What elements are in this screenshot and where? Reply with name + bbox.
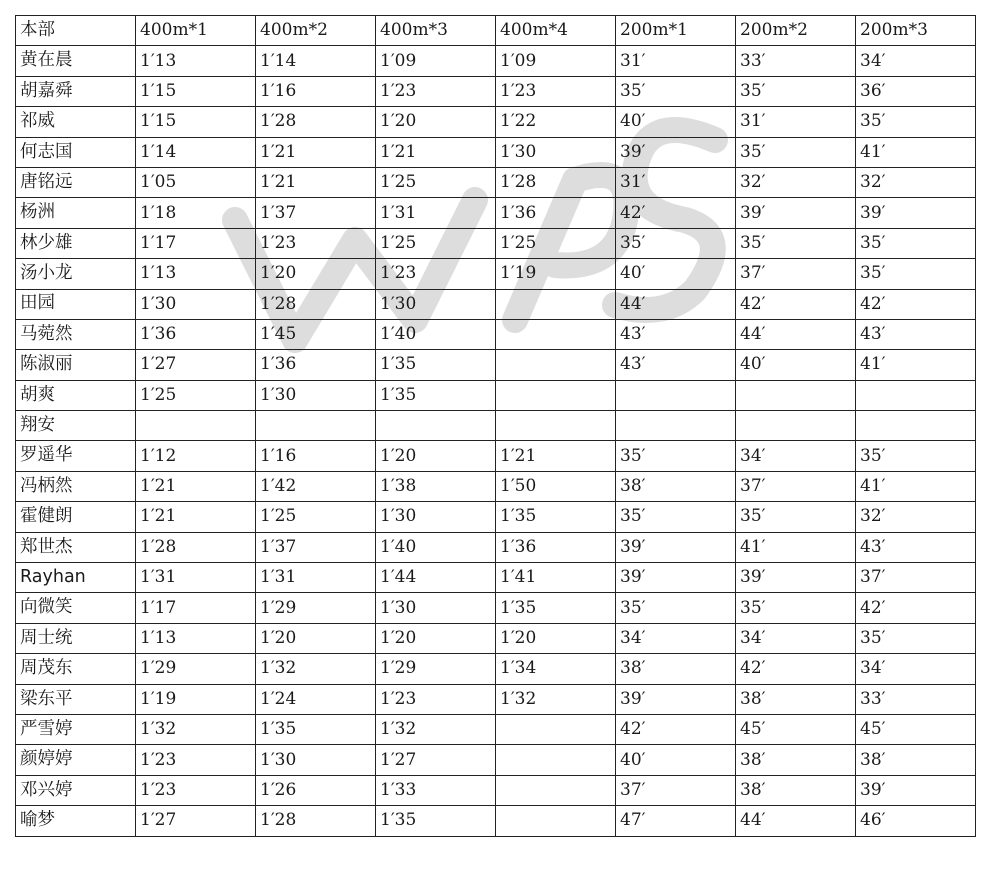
table-row <box>16 502 976 532</box>
table-cell-time: 37′ <box>736 259 856 289</box>
table-cell-time: 1′14 <box>256 46 376 76</box>
table-cell-time: 1′35 <box>256 714 376 744</box>
table-row <box>16 714 976 744</box>
table-cell-time: 1′23 <box>256 228 376 258</box>
table-cell-time: 32′ <box>856 167 976 197</box>
table-cell-time: 36′ <box>856 76 976 106</box>
table-cell-time: 1′13 <box>136 46 256 76</box>
table-cell-time <box>856 380 976 410</box>
table-cell-name: 胡爽 <box>16 380 136 410</box>
table-cell-name: 梁东平 <box>16 684 136 714</box>
table-cell-time: 35′ <box>736 228 856 258</box>
table-cell-time: 43′ <box>856 319 976 349</box>
table-cell-time: 1′34 <box>496 654 616 684</box>
table-cell-time: 1′30 <box>376 289 496 319</box>
table-cell-time: 1′32 <box>376 714 496 744</box>
table-header-cell: 400m*1 <box>136 16 256 46</box>
table-cell-time <box>136 411 256 441</box>
table-row <box>16 745 976 775</box>
table-cell-time: 33′ <box>856 684 976 714</box>
table-header-cell: 本部 <box>16 16 136 46</box>
table-cell-time: 1′23 <box>376 259 496 289</box>
table-cell-time: 39′ <box>736 563 856 593</box>
table-cell-time: 35′ <box>616 502 736 532</box>
table-cell-time: 46′ <box>856 806 976 836</box>
table-row <box>16 593 976 623</box>
table-cell-time: 1′25 <box>376 167 496 197</box>
table-cell-time: 1′35 <box>496 502 616 532</box>
table-header-cell: 200m*2 <box>736 16 856 46</box>
table-cell-name: 颜婷婷 <box>16 745 136 775</box>
table-row <box>16 380 976 410</box>
table-header-cell: 200m*1 <box>616 16 736 46</box>
table-cell-time: 1′27 <box>136 806 256 836</box>
table-cell-time: 1′21 <box>496 441 616 471</box>
table-cell-time: 42′ <box>736 289 856 319</box>
table-cell-time: 1′35 <box>376 806 496 836</box>
table-cell-name: 向微笑 <box>16 593 136 623</box>
table-cell-time: 39′ <box>856 775 976 805</box>
table-cell-time: 37′ <box>856 563 976 593</box>
table-header-cell: 200m*3 <box>856 16 976 46</box>
table-cell-name: 田园 <box>16 289 136 319</box>
table-cell-time: 1′42 <box>256 471 376 501</box>
table-cell-time: 32′ <box>856 502 976 532</box>
table-cell-time: 31′ <box>616 167 736 197</box>
table-cell-time: 42′ <box>736 654 856 684</box>
table-header-cell: 400m*3 <box>376 16 496 46</box>
table-cell-time: 1′21 <box>136 471 256 501</box>
table-cell-time: 1′17 <box>136 228 256 258</box>
table-cell-time: 1′25 <box>376 228 496 258</box>
table-cell-time: 1′28 <box>256 806 376 836</box>
table-cell-time: 1′21 <box>256 167 376 197</box>
table-cell-time: 1′36 <box>256 350 376 380</box>
table-cell-time: 1′25 <box>136 380 256 410</box>
table-row <box>16 441 976 471</box>
table-cell-time <box>496 806 616 836</box>
table-cell-time: 38′ <box>616 654 736 684</box>
table-cell-time: 1′20 <box>376 623 496 653</box>
table-cell-name: Rayhan <box>16 563 136 593</box>
table-cell-name: 唐铭远 <box>16 167 136 197</box>
table-cell-time: 39′ <box>616 137 736 167</box>
table-cell-time <box>496 775 616 805</box>
table-cell-name: 郑世杰 <box>16 532 136 562</box>
table-cell-time: 35′ <box>616 441 736 471</box>
table-cell-time: 1′37 <box>256 532 376 562</box>
table-cell-time: 1′31 <box>376 198 496 228</box>
table-cell-time: 1′20 <box>256 623 376 653</box>
table-cell-time: 1′05 <box>136 167 256 197</box>
table-cell-time: 1′31 <box>136 563 256 593</box>
table-cell-time <box>496 319 616 349</box>
table-row <box>16 289 976 319</box>
table-cell-time <box>496 350 616 380</box>
table-header-cell: 400m*2 <box>256 16 376 46</box>
table-cell-time: 37′ <box>616 775 736 805</box>
table-row <box>16 654 976 684</box>
table-cell-time: 1′25 <box>256 502 376 532</box>
table-cell-time: 1′36 <box>496 532 616 562</box>
table-cell-time: 39′ <box>616 563 736 593</box>
table-row <box>16 167 976 197</box>
table-cell-time: 38′ <box>736 684 856 714</box>
table-cell-time: 1′21 <box>136 502 256 532</box>
table-cell-time: 35′ <box>856 623 976 653</box>
table-cell-time: 1′28 <box>256 289 376 319</box>
table-cell-time: 47′ <box>616 806 736 836</box>
table-row <box>16 684 976 714</box>
table-cell-time: 1′25 <box>496 228 616 258</box>
table-row <box>16 46 976 76</box>
table-cell-time: 31′ <box>616 46 736 76</box>
table-header-cell: 400m*4 <box>496 16 616 46</box>
table-cell-time: 1′44 <box>376 563 496 593</box>
table-cell-time: 43′ <box>616 350 736 380</box>
table-row <box>16 319 976 349</box>
table-cell-name: 林少雄 <box>16 228 136 258</box>
table-cell-name: 喻梦 <box>16 806 136 836</box>
table-cell-time: 1′45 <box>256 319 376 349</box>
table-cell-name: 马菀然 <box>16 319 136 349</box>
table-cell-time: 33′ <box>736 46 856 76</box>
table-cell-time: 1′30 <box>376 593 496 623</box>
table-cell-time: 1′50 <box>496 471 616 501</box>
table-cell-name: 何志国 <box>16 137 136 167</box>
table-cell-time: 32′ <box>736 167 856 197</box>
table-cell-time: 1′28 <box>496 167 616 197</box>
table-cell-time: 1′22 <box>496 107 616 137</box>
table-cell-time: 34′ <box>856 654 976 684</box>
table-cell-time: 1′23 <box>376 76 496 106</box>
table-cell-time: 1′38 <box>376 471 496 501</box>
table-cell-time <box>616 380 736 410</box>
table-cell-time: 34′ <box>736 623 856 653</box>
table-cell-time: 35′ <box>856 107 976 137</box>
table-cell-time: 43′ <box>856 532 976 562</box>
table-cell-time: 1′30 <box>256 380 376 410</box>
table-cell-time: 43′ <box>616 319 736 349</box>
table-row <box>16 107 976 137</box>
table-cell-time: 1′14 <box>136 137 256 167</box>
table-cell-time: 1′27 <box>376 745 496 775</box>
table-cell-name: 黄在晨 <box>16 46 136 76</box>
table-cell-time: 42′ <box>856 593 976 623</box>
table-cell-time: 42′ <box>616 714 736 744</box>
table-cell-time: 41′ <box>856 350 976 380</box>
table-cell-time: 41′ <box>856 471 976 501</box>
table-cell-time: 1′28 <box>256 107 376 137</box>
table-cell-time: 1′36 <box>136 319 256 349</box>
table-cell-time: 38′ <box>856 745 976 775</box>
table-row <box>16 350 976 380</box>
table-row <box>16 76 976 106</box>
table-cell-time: 1′21 <box>256 137 376 167</box>
table-cell-time: 38′ <box>736 745 856 775</box>
table-cell-time: 34′ <box>736 441 856 471</box>
table-cell-time: 35′ <box>616 593 736 623</box>
table-cell-time: 1′29 <box>136 654 256 684</box>
table-cell-time: 42′ <box>856 289 976 319</box>
table-cell-time: 35′ <box>736 137 856 167</box>
table-cell-time: 1′32 <box>496 684 616 714</box>
table-cell-time: 1′15 <box>136 76 256 106</box>
table-cell-time <box>256 411 376 441</box>
table-cell-time: 39′ <box>856 198 976 228</box>
table-cell-name: 霍健朗 <box>16 502 136 532</box>
table-cell-time: 35′ <box>856 228 976 258</box>
table-cell-time: 1′20 <box>496 623 616 653</box>
table-cell-time: 1′31 <box>256 563 376 593</box>
table-cell-time: 44′ <box>736 319 856 349</box>
table-cell-time: 35′ <box>856 259 976 289</box>
table-cell-time: 34′ <box>616 623 736 653</box>
table-cell-time: 1′28 <box>136 532 256 562</box>
table-cell-name: 陈淑丽 <box>16 350 136 380</box>
table-cell-time: 1′16 <box>256 441 376 471</box>
table-cell-name: 严雪婷 <box>16 714 136 744</box>
table-cell-time: 1′27 <box>136 350 256 380</box>
table-cell-time: 1′09 <box>376 46 496 76</box>
table-cell-time: 1′12 <box>136 441 256 471</box>
table-cell-time: 1′29 <box>376 654 496 684</box>
table-cell-time: 1′20 <box>256 259 376 289</box>
table-cell-time: 38′ <box>736 775 856 805</box>
table-cell-time: 1′23 <box>136 775 256 805</box>
table-cell-time: 1′19 <box>136 684 256 714</box>
table-cell-time: 45′ <box>736 714 856 744</box>
table-row <box>16 623 976 653</box>
table-row <box>16 563 976 593</box>
table-cell-time: 1′40 <box>376 532 496 562</box>
table-cell-name: 周茂东 <box>16 654 136 684</box>
table-row <box>16 806 976 836</box>
table-cell-time: 1′18 <box>136 198 256 228</box>
table-cell-time: 37′ <box>736 471 856 501</box>
table-cell-time: 1′35 <box>376 380 496 410</box>
table-cell-time: 1′32 <box>136 714 256 744</box>
table-cell-time: 1′13 <box>136 259 256 289</box>
table-cell-time: 1′35 <box>376 350 496 380</box>
table-cell-name: 翔安 <box>16 411 136 441</box>
table-cell-time: 1′35 <box>496 593 616 623</box>
table-cell-time: 1′29 <box>256 593 376 623</box>
table-cell-time: 1′13 <box>136 623 256 653</box>
table-cell-time: 39′ <box>736 198 856 228</box>
table-cell-time: 1′30 <box>376 502 496 532</box>
table-cell-time: 41′ <box>736 532 856 562</box>
table-cell-name: 冯柄然 <box>16 471 136 501</box>
table-cell-time: 1′23 <box>496 76 616 106</box>
table-cell-time: 1′24 <box>256 684 376 714</box>
table-cell-time: 1′32 <box>256 654 376 684</box>
table-cell-time: 39′ <box>616 684 736 714</box>
table-cell-time: 38′ <box>616 471 736 501</box>
table-cell-time: 45′ <box>856 714 976 744</box>
table-cell-time <box>496 380 616 410</box>
table-cell-name: 罗遥华 <box>16 441 136 471</box>
table-cell-time: 35′ <box>616 228 736 258</box>
table-cell-time: 1′20 <box>376 441 496 471</box>
table-cell-time: 39′ <box>616 532 736 562</box>
table-cell-time: 31′ <box>736 107 856 137</box>
table-cell-name: 汤小龙 <box>16 259 136 289</box>
table-cell-time <box>496 745 616 775</box>
table-row <box>16 259 976 289</box>
table-cell-time: 1′26 <box>256 775 376 805</box>
table-cell-time: 1′16 <box>256 76 376 106</box>
table-cell-time: 1′15 <box>136 107 256 137</box>
table-row <box>16 228 976 258</box>
table-row <box>16 775 976 805</box>
table-row <box>16 411 976 441</box>
table-cell-time: 40′ <box>616 745 736 775</box>
table-cell-time: 40′ <box>616 259 736 289</box>
table-cell-time: 35′ <box>736 502 856 532</box>
table-cell-time: 1′23 <box>376 684 496 714</box>
table-cell-time: 1′36 <box>496 198 616 228</box>
table-cell-time: 1′30 <box>136 289 256 319</box>
table-row <box>16 471 976 501</box>
table-cell-time <box>376 411 496 441</box>
table-cell-time: 1′41 <box>496 563 616 593</box>
table-cell-time <box>496 411 616 441</box>
table-cell-time: 35′ <box>856 441 976 471</box>
table-cell-time: 44′ <box>616 289 736 319</box>
table-cell-time <box>736 380 856 410</box>
table-cell-name: 祁威 <box>16 107 136 137</box>
table-cell-time: 1′40 <box>376 319 496 349</box>
table-cell-time: 34′ <box>856 46 976 76</box>
table-cell-name: 周士统 <box>16 623 136 653</box>
table-cell-time <box>856 411 976 441</box>
table-cell-time: 1′17 <box>136 593 256 623</box>
table-cell-name: 杨洲 <box>16 198 136 228</box>
table-row <box>16 137 976 167</box>
table-cell-time: 1′21 <box>376 137 496 167</box>
table-cell-time: 1′20 <box>376 107 496 137</box>
table-cell-time: 1′23 <box>136 745 256 775</box>
table-cell-time <box>496 289 616 319</box>
table-row <box>16 198 976 228</box>
table-cell-time: 42′ <box>616 198 736 228</box>
table-cell-time: 35′ <box>736 76 856 106</box>
table-cell-time <box>736 411 856 441</box>
table-cell-time: 1′30 <box>256 745 376 775</box>
table-body <box>16 16 976 837</box>
data-table <box>15 15 976 837</box>
table-cell-time <box>496 714 616 744</box>
table-cell-time <box>616 411 736 441</box>
table-cell-time: 1′30 <box>496 137 616 167</box>
table-cell-time: 1′37 <box>256 198 376 228</box>
table-cell-time: 35′ <box>616 76 736 106</box>
table-cell-name: 邓兴婷 <box>16 775 136 805</box>
table-row <box>16 532 976 562</box>
table-cell-time: 35′ <box>736 593 856 623</box>
table-cell-time: 40′ <box>736 350 856 380</box>
table-cell-time: 1′09 <box>496 46 616 76</box>
table-cell-time: 41′ <box>856 137 976 167</box>
table-cell-time: 1′33 <box>376 775 496 805</box>
table-cell-time: 40′ <box>616 107 736 137</box>
table-header-row <box>16 16 976 46</box>
table-cell-time: 44′ <box>736 806 856 836</box>
table-cell-time: 1′19 <box>496 259 616 289</box>
table-cell-name: 胡嘉舜 <box>16 76 136 106</box>
